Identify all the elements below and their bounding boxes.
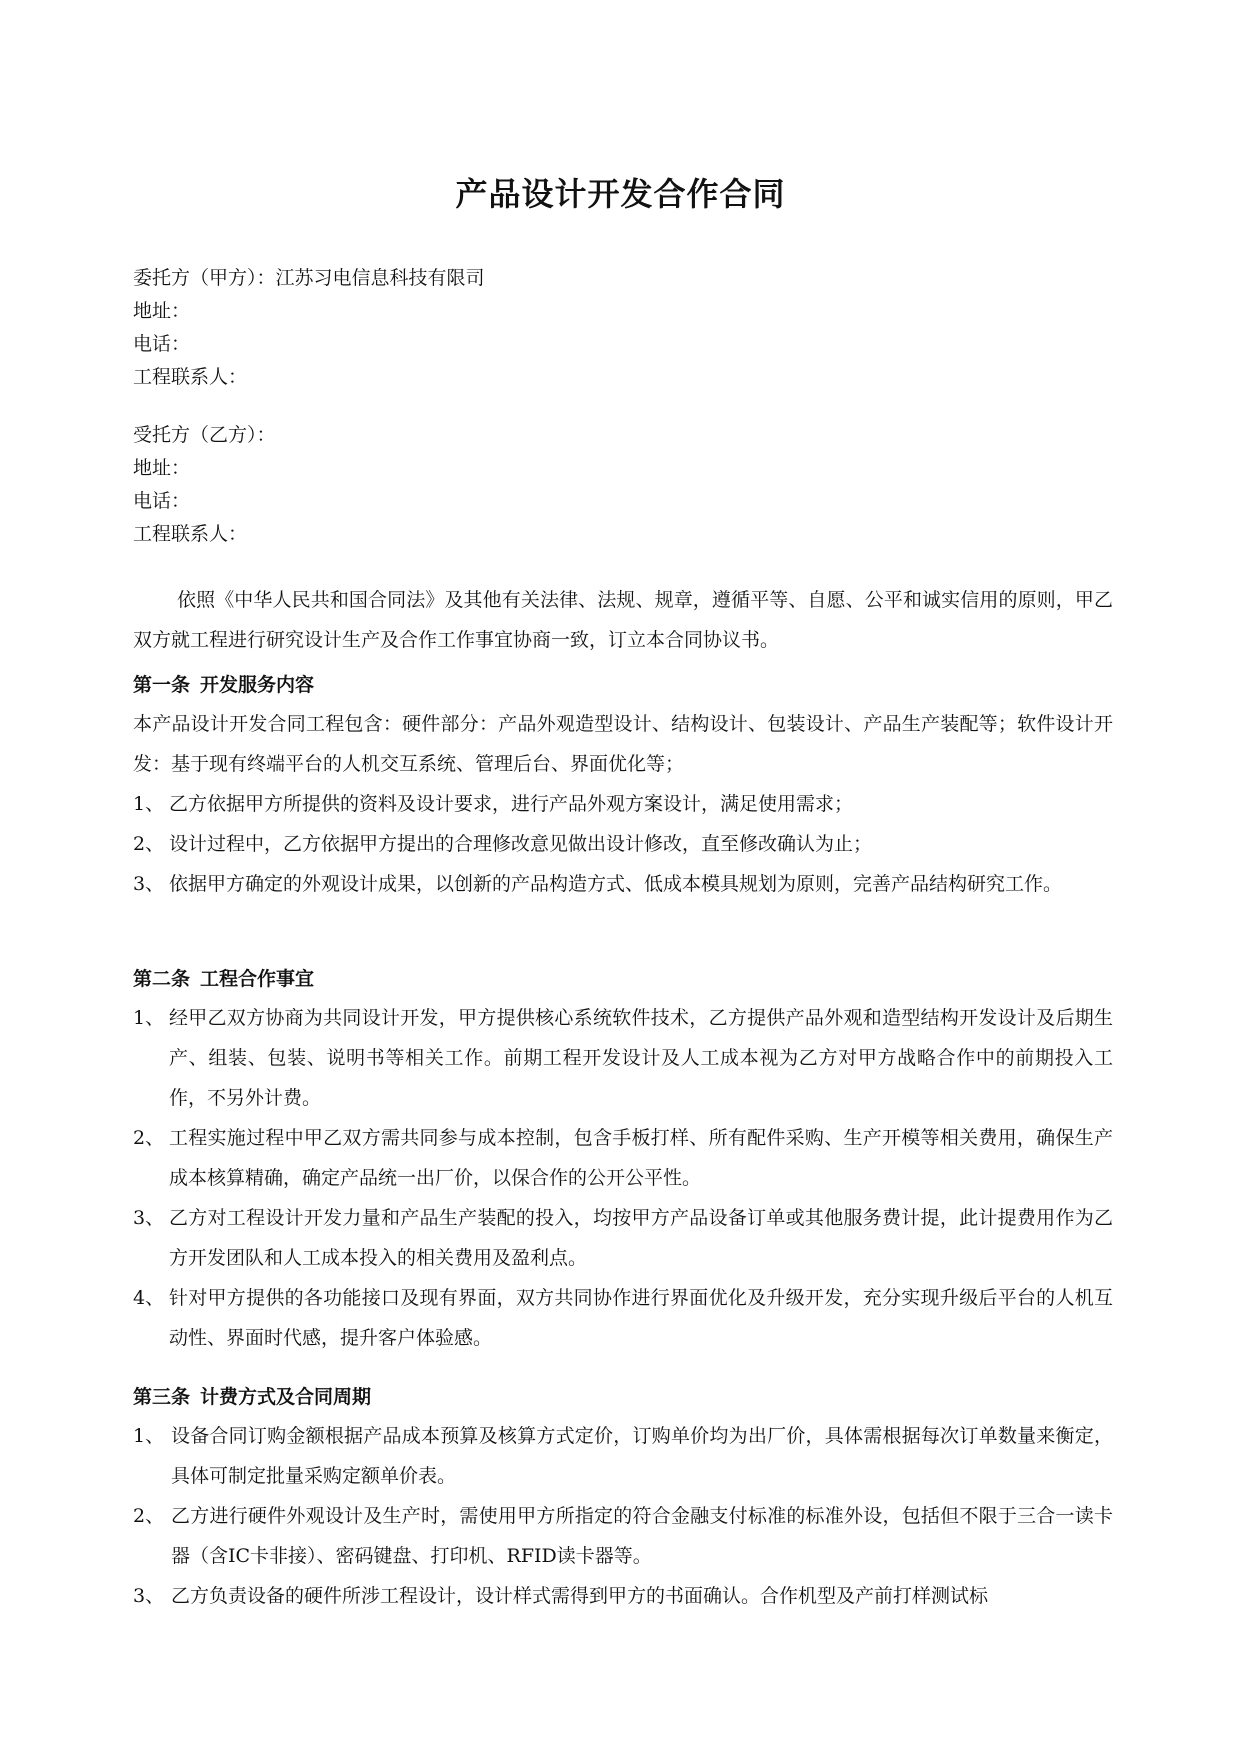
article-title: 工程合作事宜 [200,968,315,990]
article-number: 第三条 [133,1386,191,1408]
item-text: 乙方依据甲方所提供的资料及设计要求，进行产品外观方案设计，满足使用需求； [169,793,854,815]
item-text: 依据甲方确定的外观设计成果，以创新的产品构造方式、低成本模具规划为原则，完善产品结构研究工作。 [169,873,1063,895]
item-text: 工程实施过程中甲乙双方需共同参与成本控制，包含手板打样、所有配件采购、生产开模等相关费用，确保生产成本核算精确，确定产品统一出厂价，以保合作的公开公平性。 [169,1127,1113,1189]
list-item [133,1278,1113,1358]
item-number: 1、 [133,1425,165,1447]
item-text: 乙方进行硬件外观设计及生产时，需使用甲方所指定的符合金融支付标准的标准外设，包括但不限于三合一读卡器（含IC卡非接）、密码键盘、打印机、RFID读卡器等。 [171,1505,1113,1567]
article-3 [133,1378,1113,1616]
list-item [133,1416,1113,1496]
intro-section [133,580,1113,660]
article-title: 计费方式及合同周期 [200,1386,372,1408]
item-text: 设备合同订购金额根据产品成本预算及核算方式定价，订购单价均为出厂价，具体需根据每次订单数量来衡定，具体可制定批量采购定额单价表。 [171,1425,1113,1487]
party-b-client: 受托方（乙方）： [133,424,276,446]
article-2 [133,960,1113,1358]
item-number: 1、 [133,1007,165,1029]
list-item [133,784,1113,824]
party-b-phone: 电话： [133,490,191,512]
list-item [133,1576,1113,1616]
item-text: 设计过程中，乙方依据甲方提出的合理修改意见做出设计修改，直至修改确认为止； [169,833,873,855]
item-text: 经甲乙双方协商为共同设计开发，甲方提供核心系统软件技术，乙方提供产品外观和造型结构开发设计及后期生产、组装、包装、说明书等相关工作。前期工程开发设计及人工成本视为乙方对甲方战略合作中的前期投入工作，不另外计费。 [169,1007,1113,1109]
party-b-contact: 工程联系人： [133,523,248,545]
item-number: 3、 [133,873,165,895]
item-number: 2、 [133,1505,165,1527]
item-text: 针对甲方提供的各功能接口及现有界面，双方共同协作进行界面优化及升级开发，充分实现升级后平台的人机互动性、界面时代感，提升客户体验感。 [169,1287,1113,1349]
party-a-client: 委托方（甲方）：江苏习电信息科技有限司 [133,267,485,289]
party-a-phone: 电话： [133,333,191,355]
party-b-address: 地址： [133,457,191,479]
article-title: 开发服务内容 [200,674,315,696]
list-item [133,864,1113,904]
list-item [133,1118,1113,1198]
article-heading [133,960,1113,998]
item-number: 3、 [133,1207,165,1229]
item-number: 4、 [133,1287,165,1309]
list-item [133,1496,1113,1576]
party-b-section [133,419,1113,551]
item-number: 3、 [133,1585,165,1607]
article-heading [133,1378,1113,1416]
article-heading [133,666,1113,704]
item-number: 2、 [133,833,165,855]
article-number: 第二条 [133,968,191,990]
item-text: 乙方对工程设计开发力量和产品生产装配的投入，均按甲方产品设备订单或其他服务费计提，此计提费用作为乙方开发团队和人工成本投入的相关费用及盈利点。 [169,1207,1113,1269]
article-1 [133,666,1113,904]
article-intro: 本产品设计开发合同工程包含：硬件部分：产品外观造型设计、结构设计、包装设计、产品生产装配等；软件设计开发：基于现有终端平台的人机交互系统、管理后台、界面优化等； [133,713,1113,775]
party-a-section [133,262,1113,394]
item-text: 乙方负责设备的硬件所涉工程设计，设计样式需得到甲方的书面确认。合作机型及产前打样测试标 [171,1585,989,1607]
list-item [133,998,1113,1118]
list-item [133,824,1113,864]
item-number: 2、 [133,1127,165,1149]
item-number: 1、 [133,793,165,815]
party-a-contact: 工程联系人： [133,366,248,388]
party-a-address: 地址： [133,300,191,322]
document-title: 产品设计开发合作合同 [455,175,786,213]
list-item [133,1198,1113,1278]
article-number: 第一条 [133,674,191,696]
intro-paragraph: 依照《中华人民共和国合同法》及其他有关法律、法规、规章，遵循平等、自愿、公平和诚实信用的原则，甲乙双方就工程进行研究设计生产及合作工作事宜协商一致，订立本合同协议书。 [133,589,1113,651]
